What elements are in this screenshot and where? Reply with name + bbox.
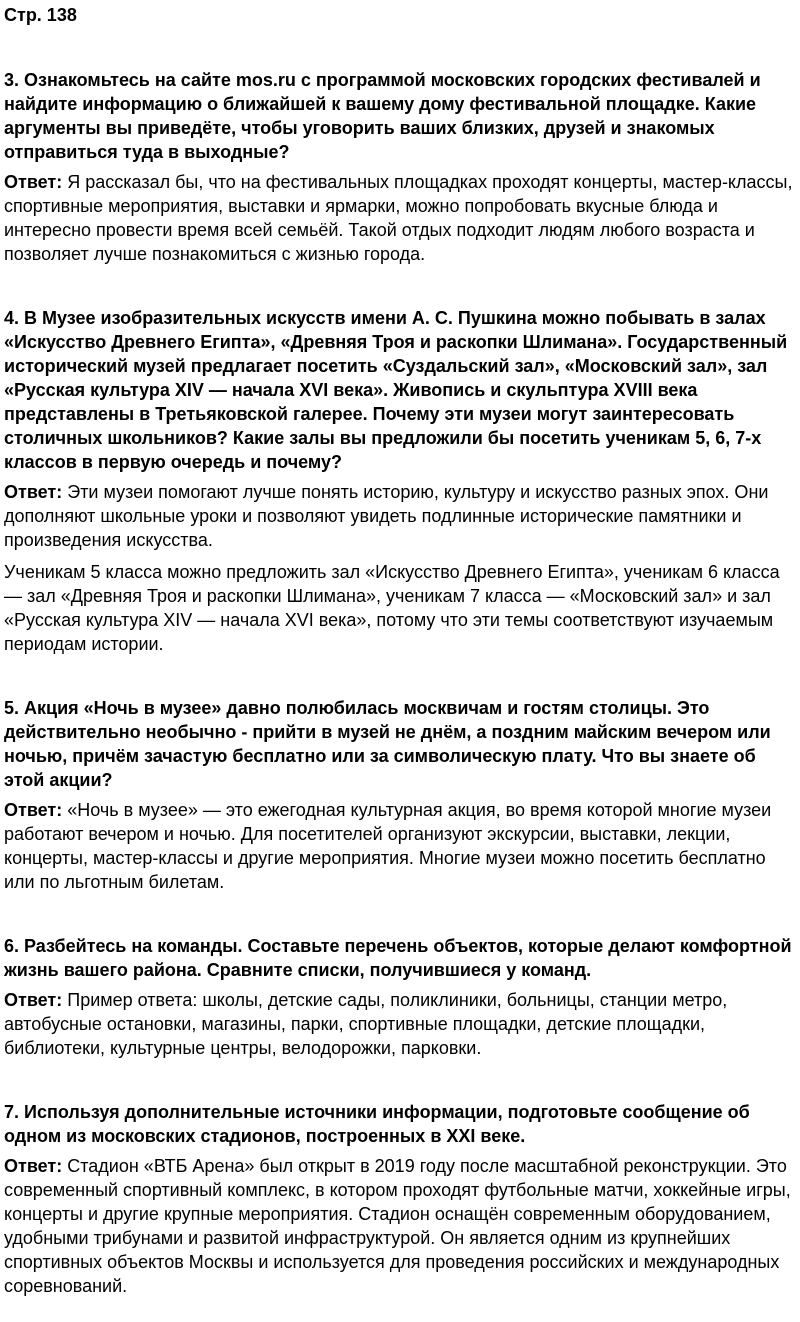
question-text: 6. Разбейтесь на команды. Составьте перечень объектов, которые делают комфортной жизнь вашего района. Сравните списки, получившиеся у команд.: [4, 936, 792, 980]
answer-block: [4, 1154, 796, 1298]
answer-text: Пример ответа: школы, детские сады, поликлиники, больницы, станции метро, автобусные остановки, магазины, парки, спортивные площадки, детские площадки, библиотеки, культурные центры, велодорожки, парковки.: [4, 990, 728, 1058]
answer-extra-paragraph: Ученикам 5 класса можно предложить зал «Искусство Древнего Египта», ученикам 6 класса — зал «Древняя Троя и раскопки Шлимана», ученикам 7 класса — «Московский зал» и зал «Русская культура XIV — начала XVI века», потому что эти темы соответствуют изучаемым периодам истории.: [4, 562, 780, 654]
task-6: [4, 934, 796, 1060]
answer-label: Ответ:: [4, 990, 63, 1010]
answer-label: Ответ:: [4, 800, 63, 820]
answer-block: [4, 988, 796, 1060]
question-text: 3. Ознакомьтесь на сайте mos.ru с программой московских городских фестивалей и найдите информацию о ближайшей к вашему дому фестивальной площадке. Какие аргументы вы приведёте, чтобы уговорить ваших близких, друзей и знакомых отправиться туда в выходные?: [4, 70, 761, 162]
answer-label: Ответ:: [4, 172, 63, 192]
question-text: 5. Акция «Ночь в музее» давно полюбилась москвичам и гостям столицы. Это действительно необычно - прийти в музей не днём, а поздним майским вечером или ночью, причём зачастую бесплатно или за символическую плату. Что вы знаете об этой акции?: [4, 698, 771, 790]
task-4: [4, 306, 796, 656]
answer-text: Эти музеи помогают лучше понять историю, культуру и искусство разных эпох. Они дополняют школьные уроки и позволяют увидеть подлинные исторические памятники и произведения искусства.: [4, 482, 769, 550]
task-5: [4, 696, 796, 894]
question-text: 7. Используя дополнительные источники информации, подготовьте сообщение об одном из московских стадионов, построенных в XXI веке.: [4, 1102, 750, 1146]
answer-label: Ответ:: [4, 1156, 63, 1176]
task-3: [4, 68, 796, 266]
answer-text: Стадион «ВТБ Арена» был открыт в 2019 году после масштабной реконструкции. Это современный спортивный комплекс, в котором проходят футбольные матчи, хоккейные игры, концерты и другие крупные мероприятия. Стадион оснащён современным оборудованием, удобными трибунами и развитой инфраструктурой. Он является одним из крупнейших спортивных объектов Москвы и используется для проведения российских и международных соревнований.: [4, 1156, 791, 1296]
answer-text: «Ночь в музее» — это ежегодная культурная акция, во время которой многие музеи работают вечером и ночью. Для посетителей организуют экскурсии, выставки, лекции, концерты, мастер-классы и другие мероприятия. Многие музеи можно посетить бесплатно или по льготным билетам.: [4, 800, 772, 892]
answer-block: [4, 480, 796, 552]
answer-label: Ответ:: [4, 482, 63, 502]
task-7: [4, 1100, 796, 1298]
page-number: Стр. 138: [4, 5, 77, 25]
answer-block: [4, 170, 796, 266]
question-text: 4. В Музее изобразительных искусств имени А. С. Пушкина можно побывать в залах «Искусство Древнего Египта», «Древняя Троя и раскопки Шлимана». Государственный исторический музей предлагает посетить «Суздальский зал», «Московский зал», зал «Русская культура XIV — начала XVI века». Живопись и скульптура XVIII века представлены в Третьяковской галерее. Почему эти музеи могут заинтересовать столичных школьников? Какие залы вы предложили бы посетить ученикам 5, 6, 7-х классов в первую очередь и почему?: [4, 308, 788, 472]
answer-text: Я рассказал бы, что на фестивальных площадках проходят концерты, мастер-классы, спортивные мероприятия, выставки и ярмарки, можно попробовать вкусные блюда и интересно провести время всей семьёй. Такой отдых подходит людям любого возраста и позволяет лучше познакомиться с жизнью города.: [4, 172, 793, 264]
answer-block: [4, 798, 796, 894]
